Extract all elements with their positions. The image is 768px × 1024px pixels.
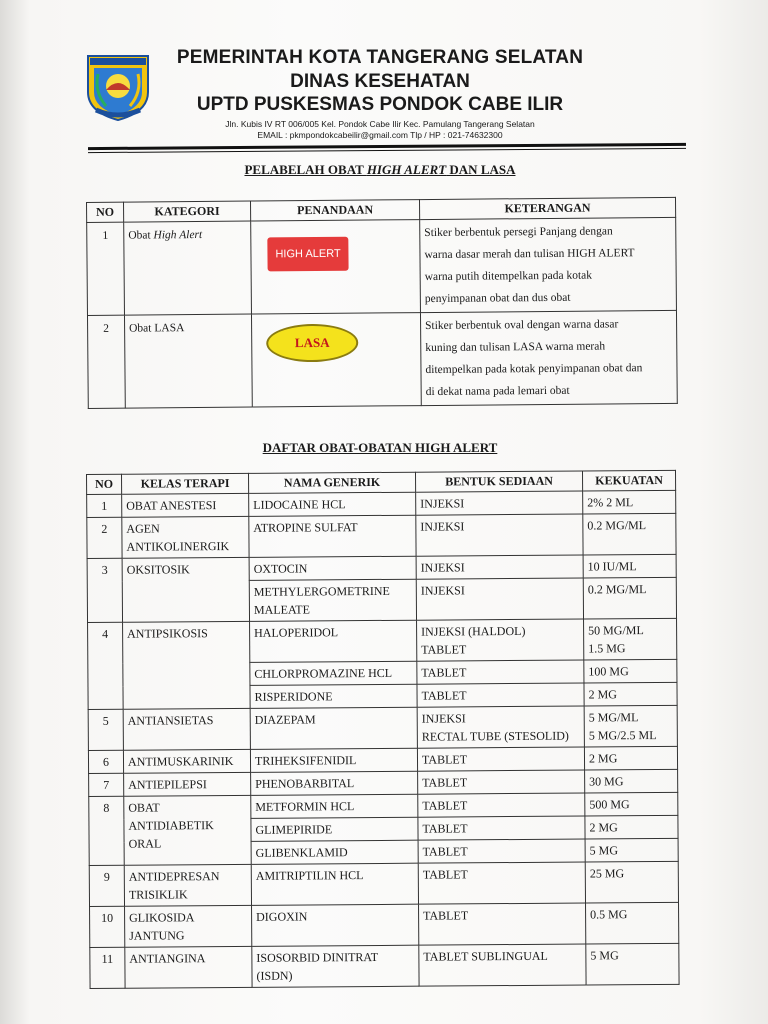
dosage-form-line: INJEKSI (HALDOL) bbox=[421, 623, 526, 639]
strength-line: 30 MG bbox=[589, 774, 624, 789]
dosage-form-cell bbox=[417, 747, 584, 771]
dosage-form-line: TABLET bbox=[421, 688, 467, 703]
letterhead-address: Jln. Kubis IV RT 006/005 Kel. Pondok Cabe Ilir Kec. Pamulang Tangerang Selatan bbox=[225, 119, 535, 129]
row-number: 6 bbox=[88, 750, 123, 773]
therapy-class-cell: AGEN ANTIKOLINERGIK bbox=[122, 516, 249, 558]
marking-cell bbox=[251, 313, 421, 407]
generic-name-cell: METFORMIN HCL bbox=[251, 794, 418, 818]
strength-line: 2 MG bbox=[588, 687, 617, 702]
generic-name-cell: LIDOCAINE HCL bbox=[249, 492, 416, 516]
dosage-form-cell bbox=[418, 839, 585, 863]
letterhead-department: DINAS KESEHATAN bbox=[290, 71, 470, 92]
strength-line: 1.5 MG bbox=[588, 641, 626, 656]
strength-cell bbox=[583, 577, 676, 619]
table-row bbox=[88, 618, 677, 663]
dosage-form-line: TABLET bbox=[421, 752, 468, 767]
category-cell: Obat High Alert bbox=[124, 221, 252, 315]
generic-name-cell: AMITRIPTILIN HCL bbox=[251, 863, 418, 905]
strength-cell bbox=[585, 792, 678, 816]
strength-line: 5 MG/ML bbox=[588, 710, 639, 725]
strength-cell bbox=[584, 705, 677, 747]
lasa-sticker: LASA bbox=[266, 324, 358, 363]
strength-cell bbox=[585, 815, 678, 839]
dosage-form-cell bbox=[419, 944, 586, 986]
dosage-form-cell bbox=[417, 619, 584, 661]
therapy-class-cell: OBAT ANESTESI bbox=[122, 493, 249, 517]
therapy-class-cell: ANTIDEPRESAN TRISIKLIK bbox=[124, 864, 251, 906]
therapy-class-cell: GLIKOSIDA JANTUNG bbox=[125, 905, 252, 947]
row-number: 5 bbox=[88, 709, 123, 750]
column-header: NO bbox=[87, 202, 124, 222]
strength-cell bbox=[585, 861, 678, 903]
dosage-form-line: TABLET bbox=[421, 642, 467, 657]
therapy-class-cell: ANTIANGINA bbox=[125, 946, 252, 988]
generic-name-cell: TRIHEKSIFENIDIL bbox=[250, 748, 417, 772]
letterhead-government: PEMERINTAH KOTA TANGERANG SELATAN bbox=[176, 47, 584, 68]
dosage-form-line: INJEKSI bbox=[420, 560, 465, 575]
strength-line: 5 MG bbox=[590, 948, 619, 963]
column-header: KEKUATAN bbox=[582, 470, 675, 491]
row-number: 1 bbox=[87, 222, 125, 315]
dosage-form-line: TABLET bbox=[423, 908, 469, 923]
city-emblem-logo bbox=[84, 52, 152, 122]
dosage-form-line: INJEKSI bbox=[420, 496, 465, 511]
table-row bbox=[90, 943, 679, 988]
dosage-form-line: TABLET bbox=[422, 775, 468, 790]
generic-name-cell: OXTOCIN bbox=[249, 556, 416, 580]
labeling-table bbox=[86, 197, 678, 409]
strength-cell bbox=[584, 682, 677, 706]
dosage-form-line: TABLET bbox=[422, 798, 468, 813]
description-cell: Stiker berbentuk persegi Panjang dengan warna dasar merah dan tulisan HIGH ALERT warna putih ditempelkan pada kotak penyimpanan obat dan dus obat bbox=[420, 217, 677, 312]
strength-cell bbox=[583, 554, 676, 578]
therapy-class-cell: ANTIANSIETAS bbox=[123, 708, 250, 750]
dosage-form-cell bbox=[416, 555, 583, 579]
column-header: KELAS TERAPI bbox=[122, 473, 249, 494]
therapy-class-cell: OKSITOSIK bbox=[122, 557, 249, 622]
row-number: 2 bbox=[87, 517, 122, 558]
generic-name-cell: CHLORPROMAZINE HCL bbox=[250, 661, 417, 685]
strength-cell bbox=[583, 490, 676, 514]
dosage-form-cell bbox=[418, 816, 585, 840]
dosage-form-cell bbox=[416, 514, 583, 556]
table-row bbox=[90, 902, 679, 947]
strength-line: 2 MG bbox=[588, 751, 618, 766]
strength-line: 25 MG bbox=[589, 866, 625, 881]
generic-name-cell: METHYLERGOMETRINE MALEATE bbox=[249, 579, 416, 621]
dosage-form-line: TABLET bbox=[422, 844, 468, 859]
row-number: 2 bbox=[87, 315, 125, 408]
dosage-form-line: INJEKSI bbox=[420, 583, 465, 598]
table-row bbox=[88, 705, 677, 750]
generic-name-cell: ATROPINE SULFAT bbox=[249, 515, 416, 557]
row-number: 4 bbox=[88, 622, 124, 709]
column-header: KATEGORI bbox=[124, 201, 251, 222]
strength-line: 0.2 MG/ML bbox=[587, 518, 647, 533]
high-alert-list-title: DAFTAR OBAT-OBATAN HIGH ALERT bbox=[262, 440, 498, 455]
generic-name-cell: GLIBENKLAMID bbox=[251, 840, 418, 864]
marking-cell bbox=[251, 220, 421, 314]
labeling-section-title: PELABELAH OBAT HIGH ALERT DAN LASA bbox=[244, 162, 516, 177]
strength-line: 0.5 MG bbox=[590, 907, 628, 922]
dosage-form-cell bbox=[416, 578, 583, 620]
strength-cell bbox=[584, 659, 677, 683]
row-number: 8 bbox=[89, 796, 124, 865]
generic-name-cell: RISPERIDONE bbox=[250, 684, 417, 708]
high-alert-drug-table bbox=[86, 470, 680, 989]
dosage-form-cell bbox=[418, 793, 585, 817]
row-number: 9 bbox=[89, 865, 124, 906]
letterhead bbox=[160, 46, 600, 141]
dosage-form-cell bbox=[417, 660, 584, 684]
dosage-form-line: TABLET bbox=[422, 867, 468, 882]
therapy-class-cell: ANTIPSIKOSIS bbox=[123, 621, 251, 709]
table-row bbox=[87, 310, 677, 408]
strength-cell bbox=[585, 838, 678, 862]
dosage-form-cell bbox=[417, 683, 584, 707]
table-row bbox=[87, 217, 677, 315]
dosage-form-cell bbox=[416, 491, 583, 515]
column-header: NO bbox=[87, 474, 122, 494]
generic-name-cell: HALOPERIDOL bbox=[250, 620, 417, 662]
strength-cell bbox=[584, 746, 677, 770]
strength-line: 5 MG/2.5 ML bbox=[588, 728, 657, 743]
strength-cell bbox=[586, 943, 679, 985]
strength-line: 2 MG bbox=[589, 820, 618, 835]
column-header: KETERANGAN bbox=[419, 197, 675, 219]
therapy-class-cell: OBAT ANTIDIABETIK ORAL bbox=[124, 795, 251, 865]
strength-line: 100 MG bbox=[588, 664, 629, 679]
row-number: 10 bbox=[90, 906, 125, 947]
strength-line: 500 MG bbox=[589, 797, 630, 812]
dosage-form-line: INJEKSI bbox=[421, 711, 466, 726]
dosage-form-cell bbox=[418, 862, 585, 904]
generic-name-cell: ISOSORBID DINITRAT (ISDN) bbox=[252, 945, 419, 987]
strength-cell bbox=[586, 902, 679, 944]
dosage-form-line: TABLET bbox=[422, 821, 468, 836]
dosage-form-line: TABLET bbox=[421, 665, 467, 680]
generic-name-cell: DIAZEPAM bbox=[250, 707, 417, 749]
high-alert-sticker: HIGH ALERT bbox=[267, 237, 349, 272]
category-cell: Obat LASA bbox=[124, 314, 252, 408]
row-number: 1 bbox=[87, 494, 122, 517]
therapy-class-cell: ANTIMUSKARINIK bbox=[123, 749, 250, 773]
letterhead-institution: UPTD PUSKESMAS PONDOK CABE ILIR bbox=[196, 94, 564, 115]
strength-line: 50 MG/ML bbox=[588, 623, 644, 638]
strength-cell bbox=[585, 769, 678, 793]
dosage-form-cell bbox=[418, 770, 585, 794]
strength-line: 5 MG bbox=[589, 843, 619, 858]
strength-line: 10 IU/ML bbox=[587, 559, 637, 574]
description-cell: Stiker berbentuk oval dengan warna dasar kuning dan tulisan LASA warna merah ditempelkan pada kotak penyimpanan obat dan di dekat nama pada lemari obat bbox=[420, 310, 677, 405]
table-row bbox=[89, 861, 678, 906]
generic-name-cell: GLIMEPIRIDE bbox=[251, 817, 418, 841]
column-header: NAMA GENERIK bbox=[248, 472, 415, 493]
generic-name-cell: DIGOXIN bbox=[252, 904, 419, 946]
column-header: BENTUK SEDIAAN bbox=[415, 471, 582, 492]
strength-line: 2% 2 ML bbox=[587, 495, 634, 510]
strength-cell bbox=[583, 513, 676, 555]
therapy-class-cell: ANTIEPILEPSI bbox=[124, 772, 251, 796]
dosage-form-line: TABLET SUBLINGUAL bbox=[423, 948, 548, 964]
generic-name-cell: PHENOBARBITAL bbox=[251, 771, 418, 795]
dosage-form-cell bbox=[417, 706, 584, 748]
strength-line: 0.2 MG/ML bbox=[587, 582, 647, 597]
dosage-form-line: RECTAL TUBE (STESOLID) bbox=[421, 728, 569, 744]
strength-cell bbox=[584, 618, 677, 660]
table-row bbox=[87, 513, 676, 558]
column-header: PENANDAAN bbox=[250, 200, 419, 221]
row-number: 7 bbox=[89, 773, 124, 796]
row-number: 3 bbox=[87, 558, 122, 622]
letterhead-contact: EMAIL : pkmpondokcabeilir@gmail.com Tlp / HP : 021-74632300 bbox=[257, 130, 503, 140]
dosage-form-line: INJEKSI bbox=[420, 519, 465, 534]
row-number: 11 bbox=[90, 947, 125, 988]
dosage-form-cell bbox=[419, 903, 586, 945]
